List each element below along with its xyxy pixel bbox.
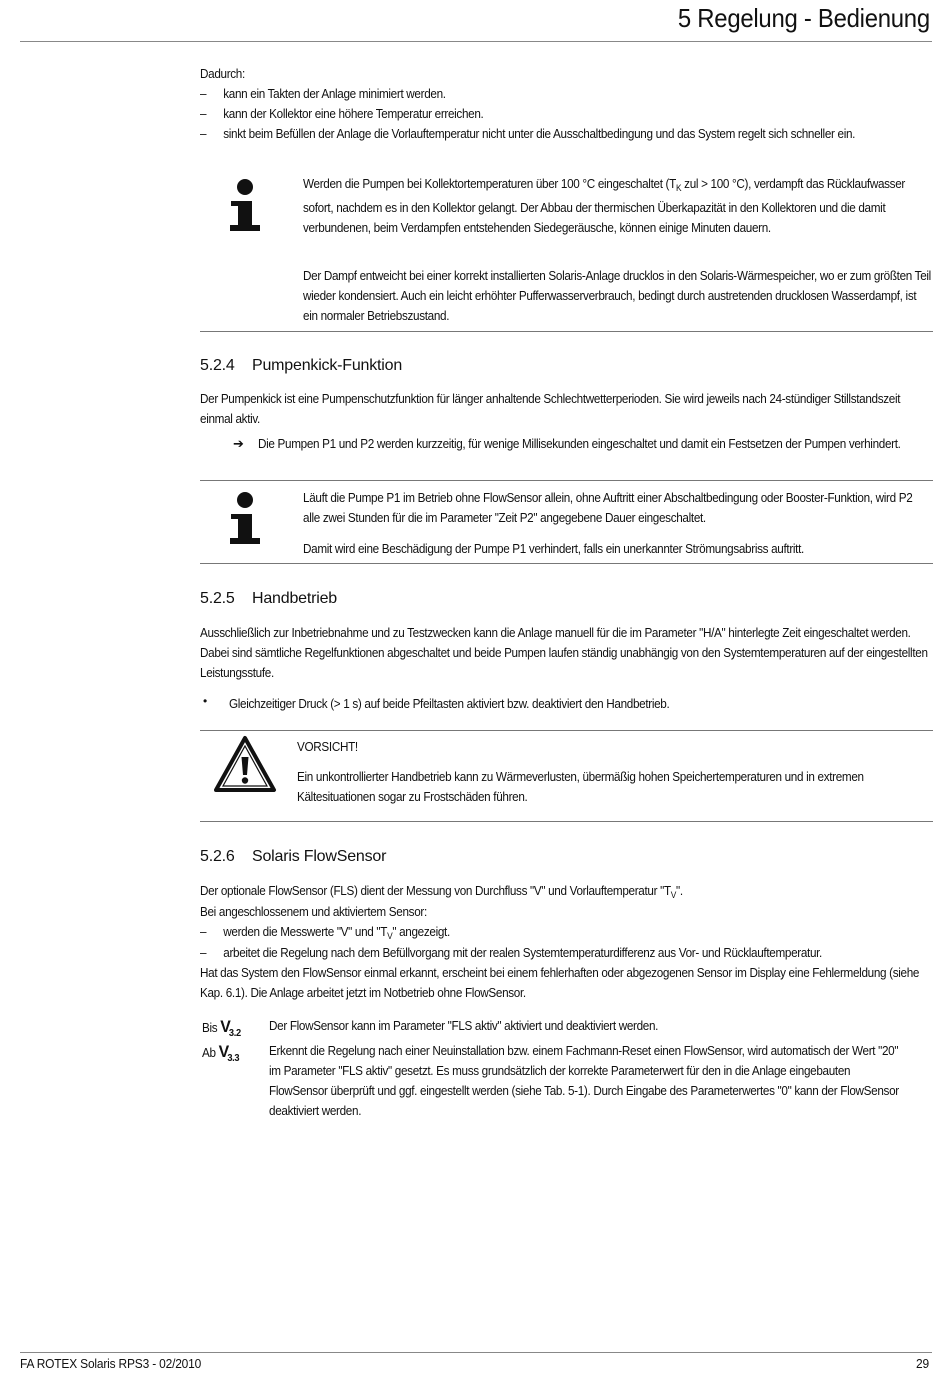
header-rule (20, 41, 932, 42)
section-number: 5.2.4 (200, 357, 235, 374)
intro-lead: Dadurch: (200, 67, 245, 81)
body-paragraph: Ausschließlich zur Inbetriebnahme und zu Testzwecken kann die Anlage manuell für die im Parameter "H/A" hinterlegte Zeit eingeschaltet werden. Dabei sind sämtliche Regelfunktionen abgeschaltet und beide Pumpen laufen ständig unabhängig von den Systemtemperaturen auf der eingestellten Leistungsstufe. (200, 626, 928, 680)
dash-marker: – (200, 925, 207, 939)
info-paragraph: Damit wird eine Beschädigung der Pumpe P1 verhindert, falls ein unerkannter Strömungsabriss auftritt. (303, 542, 804, 556)
arrow-marker: ➔ (233, 436, 244, 451)
info-paragraph: Läuft die Pumpe P1 im Betrieb ohne FlowSensor allein, ohne Auftritt einer Abschaltbedingung oder Booster-Funktion, wird P2 alle zwei Stunden für die im Parameter "Zeit P2" angegebene Dauer eingeschaltet. (303, 491, 913, 525)
body-paragraph: Hat das System den FlowSensor einmal erkannt, erscheint bei einem fehlerhaften oder abgezogenen Sensor im Display eine Fehlermeldung (siehe Kap. 6.1). Die Anlage arbeitet jetzt im Notbetrieb ohne FlowSensor. (200, 966, 920, 1000)
warning-rule-top (200, 730, 933, 731)
body-line: Bei angeschlossenem und aktiviertem Sensor: (200, 905, 427, 919)
body-paragraph: Der Pumpenkick ist eine Pumpenschutzfunktion für länger anhaltende Schlechtwetterperioden. Sie wird jeweils nach 24-stündiger Stillstandszeit einmal aktiv. (200, 392, 901, 426)
section-title: Handbetrieb (252, 590, 337, 607)
version-label: Bis $V_{3.2}$ (202, 1017, 241, 1039)
warning-rule-bottom (200, 821, 933, 822)
version-text: Der FlowSensor kann im Parameter "FLS aktiv" aktiviert und deaktiviert werden. (269, 1019, 659, 1033)
version-text: Erkennt die Regelung nach einer Neuinstallation bzw. einem Fachmann-Reset einen FlowSensor, wird automatisch der Wert "20" im Parameter "FLS aktiv" gesetzt. Es muss grundsätzlich der korrekte Parameterwert für den in die Anlage eingebauten FlowSensor überprüft und ggf. eingestellt werden (siehe Tab. 5-1). Durch Eingabe des Parameterwertes "0" kann der FlowSensor deaktiviert werden. (269, 1044, 899, 1118)
dash-marker: – (200, 946, 207, 960)
info-icon (228, 179, 262, 237)
version-mark: V (220, 1017, 229, 1036)
list-item-text: kann der Kollektor eine höhere Temperatur erreichen. (223, 107, 484, 121)
info-rule (200, 331, 933, 332)
info-paragraph: Werden die Pumpen bei Kollektortemperaturen über 100 °C eingeschaltet ($T_K$ zul > 100 °C), verdampft das Rücklaufwasser sofort, nachdem es in den Kollektor gelangt. Der Abbau der thermischen Überkapazität in den Kollektoren und die damit verbundenen, beim Verdampfen entstehenden Siedegeräusche, können einige Minuten dauern. (303, 177, 905, 235)
version-mark: V (218, 1042, 228, 1061)
footer-rule (20, 1352, 932, 1353)
bullet-marker: • (203, 694, 208, 708)
section-heading (200, 357, 402, 375)
info-paragraph: Der Dampf entweicht bei einer korrekt installierten Solaris-Anlage drucklos in den Solaris-Wärmespeicher, wo er zum größten Teil wieder kondensiert. Auch ein leicht erhöhter Pufferwasserverbrauch, bedingt durch austretenden drucklosen Wasserdampf, ist ein normaler Betriebszustand. (303, 269, 931, 323)
action-text: Die Pumpen P1 und P2 werden kurzzeitig, für wenige Millisekunden eingeschaltet und damit ein Festsetzen der Pumpen verhindert. (258, 437, 901, 451)
list-item-text: arbeitet die Regelung nach dem Befüllvorgang mit der realen Systemtemperaturdifferenz aus Vor- und Rücklauftemperatur. (223, 946, 822, 960)
list-item-text: sinkt beim Befüllen der Anlage die Vorlauftemperatur nicht unter die Ausschaltbedingung und das System regelt sich schneller ein. (223, 127, 856, 141)
footer-document: FA ROTEX Solaris RPS3 - 02/2010 (20, 1356, 202, 1371)
info-rule (200, 480, 933, 481)
section-title: Solaris FlowSensor (252, 848, 387, 865)
list-item-text: werden die Messwerte "V" und "$T_V$" angezeigt. (223, 925, 450, 941)
info-icon (228, 492, 262, 550)
dash-marker: – (200, 87, 207, 101)
version-label: Ab $V_{3.3}$ (202, 1042, 240, 1064)
section-number: 5.2.6 (200, 848, 235, 865)
section-heading (200, 848, 386, 866)
section-number: 5.2.5 (200, 590, 235, 607)
bullet-text: Gleichzeitiger Druck (> 1 s) auf beide Pfeiltasten aktiviert bzw. deaktiviert den Handbetrieb. (229, 697, 670, 711)
chapter-title: 5 Regelung - Bedienung (678, 3, 930, 33)
dash-marker: – (200, 127, 207, 141)
dash-marker: – (200, 107, 207, 121)
section-title: Pumpenkick-Funktion (252, 357, 403, 374)
info-rule (200, 563, 933, 564)
section-heading (200, 590, 337, 608)
warning-title: VORSICHT! (297, 740, 358, 754)
list-item-text: kann ein Takten der Anlage minimiert werden. (223, 87, 446, 101)
warning-text: Ein unkontrollierter Handbetrieb kann zu Wärmeverlusten, übermäßig hohen Speichertemperaturen und in extremen Kältesituationen sogar zu Frostschäden führen. (297, 770, 864, 804)
page-number: 29 (916, 1356, 929, 1371)
body-line: Der optionale FlowSensor (FLS) dient der Messung von Durchfluss "V" und Vorlauftemperatur "$T_V$". (200, 884, 683, 900)
warning-icon (213, 735, 277, 793)
